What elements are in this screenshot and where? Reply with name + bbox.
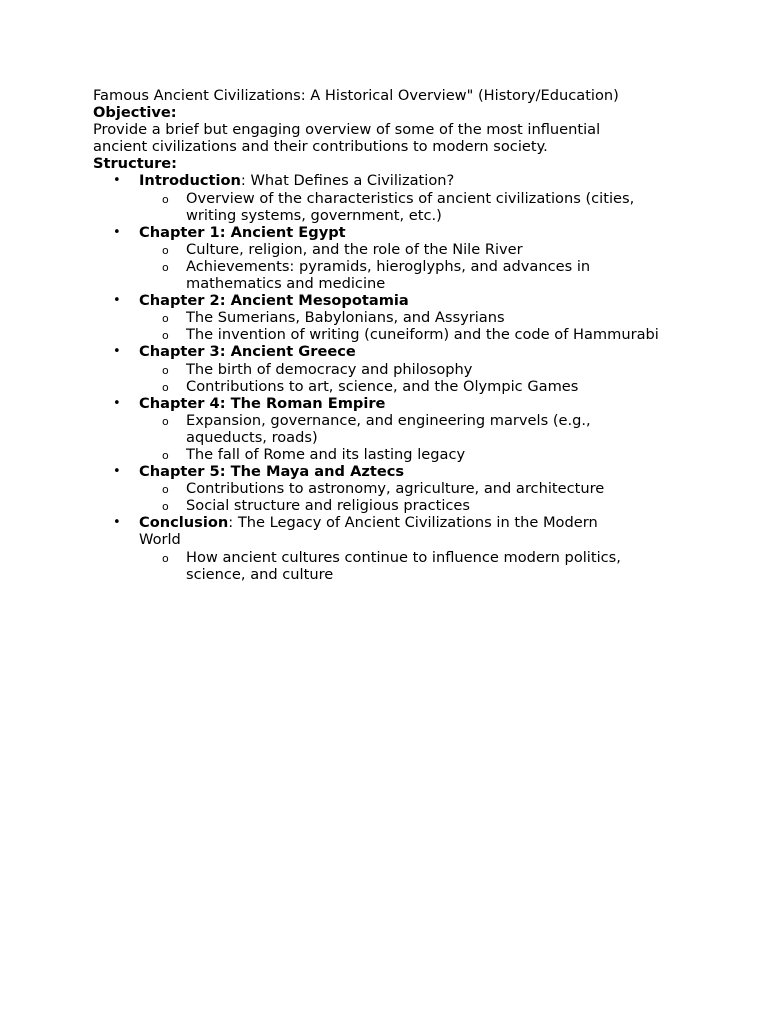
- bullet-icon: •: [113, 293, 121, 309]
- bullet-icon: •: [113, 173, 121, 189]
- section-heading: Conclusion: The Legacy of Ancient Civilizations in the Modern World: [139, 514, 598, 549]
- sub-item: o Culture, religion, and the role of the Nile River: [162, 240, 523, 258]
- sub-item: o How ancient cultures continue to influence modern politics, science, and culture: [162, 548, 621, 583]
- section-heading: Chapter 4: The Roman Empire: [139, 394, 386, 412]
- section-item: [93, 292, 659, 344]
- section-heading: Chapter 2: Ancient Mesopotamia: [139, 292, 409, 310]
- circle-bullet-icon: o: [162, 192, 169, 206]
- section-item: [93, 224, 639, 292]
- circle-bullet-icon: o: [162, 414, 169, 428]
- section-heading: Chapter 5: The Maya and Aztecs: [139, 463, 405, 481]
- section-heading: Chapter 3: Ancient Greece: [139, 343, 356, 361]
- sub-item: o The birth of democracy and philosophy: [162, 360, 473, 378]
- sub-list: [139, 412, 639, 463]
- bullet-icon: •: [113, 395, 121, 411]
- document-body: [93, 87, 693, 583]
- circle-bullet-icon: o: [162, 243, 169, 257]
- section-item: [93, 172, 639, 223]
- structure-list: [93, 172, 693, 582]
- sub-list: [139, 480, 639, 514]
- sub-item: o Contributions to art, science, and the Olympic Games: [162, 377, 579, 395]
- circle-bullet-icon: o: [162, 551, 169, 565]
- circle-bullet-icon: o: [162, 500, 169, 514]
- circle-bullet-icon: o: [162, 448, 169, 462]
- sub-list: [139, 309, 659, 344]
- sub-item: o Achievements: pyramids, hieroglyphs, and advances in mathematics and medicine: [162, 257, 591, 293]
- sub-list: [139, 549, 639, 583]
- circle-bullet-icon: o: [162, 329, 169, 343]
- section-item: [93, 463, 639, 514]
- section-heading: Introduction: What Defines a Civilization?: [139, 172, 455, 190]
- bullet-icon: •: [113, 515, 121, 531]
- sub-item: o Overview of the characteristics of ancient civilizations (cities, writing systems, government, etc.): [162, 189, 635, 224]
- sub-list: [139, 241, 639, 292]
- section-item: [93, 395, 639, 463]
- circle-bullet-icon: o: [162, 312, 169, 326]
- sub-item: o Contributions to astronomy, agriculture, and architecture: [162, 480, 605, 498]
- section-item: [93, 343, 639, 394]
- section-heading: Chapter 1: Ancient Egypt: [139, 223, 346, 241]
- sub-list: [139, 190, 639, 224]
- sub-item: o The invention of writing (cuneiform) and the code of Hammurabi: [162, 326, 659, 344]
- circle-bullet-icon: o: [162, 483, 169, 497]
- sub-item: o The Sumerians, Babylonians, and Assyrians: [162, 309, 505, 327]
- bullet-icon: •: [113, 344, 121, 360]
- bullet-icon: •: [113, 464, 121, 480]
- objective-text: Provide a brief but engaging overview of some of the most influential ancient civilizations and their contributions to modern society.: [93, 121, 601, 156]
- sub-item: o Social structure and religious practices: [162, 497, 470, 515]
- circle-bullet-icon: o: [162, 380, 169, 394]
- section-item: [93, 514, 639, 582]
- document-title: Famous Ancient Civilizations: A Historical Overview" (History/Education): [93, 87, 619, 104]
- objective-heading: Objective:: [93, 104, 177, 122]
- circle-bullet-icon: o: [162, 260, 169, 274]
- sub-item: o Expansion, governance, and engineering marvels (e.g., aqueducts, roads): [162, 411, 591, 446]
- sub-list: [139, 361, 639, 395]
- bullet-icon: •: [113, 224, 121, 240]
- structure-heading: Structure:: [93, 155, 178, 173]
- sub-item: o The fall of Rome and its lasting legacy: [162, 445, 466, 463]
- circle-bullet-icon: o: [162, 363, 169, 377]
